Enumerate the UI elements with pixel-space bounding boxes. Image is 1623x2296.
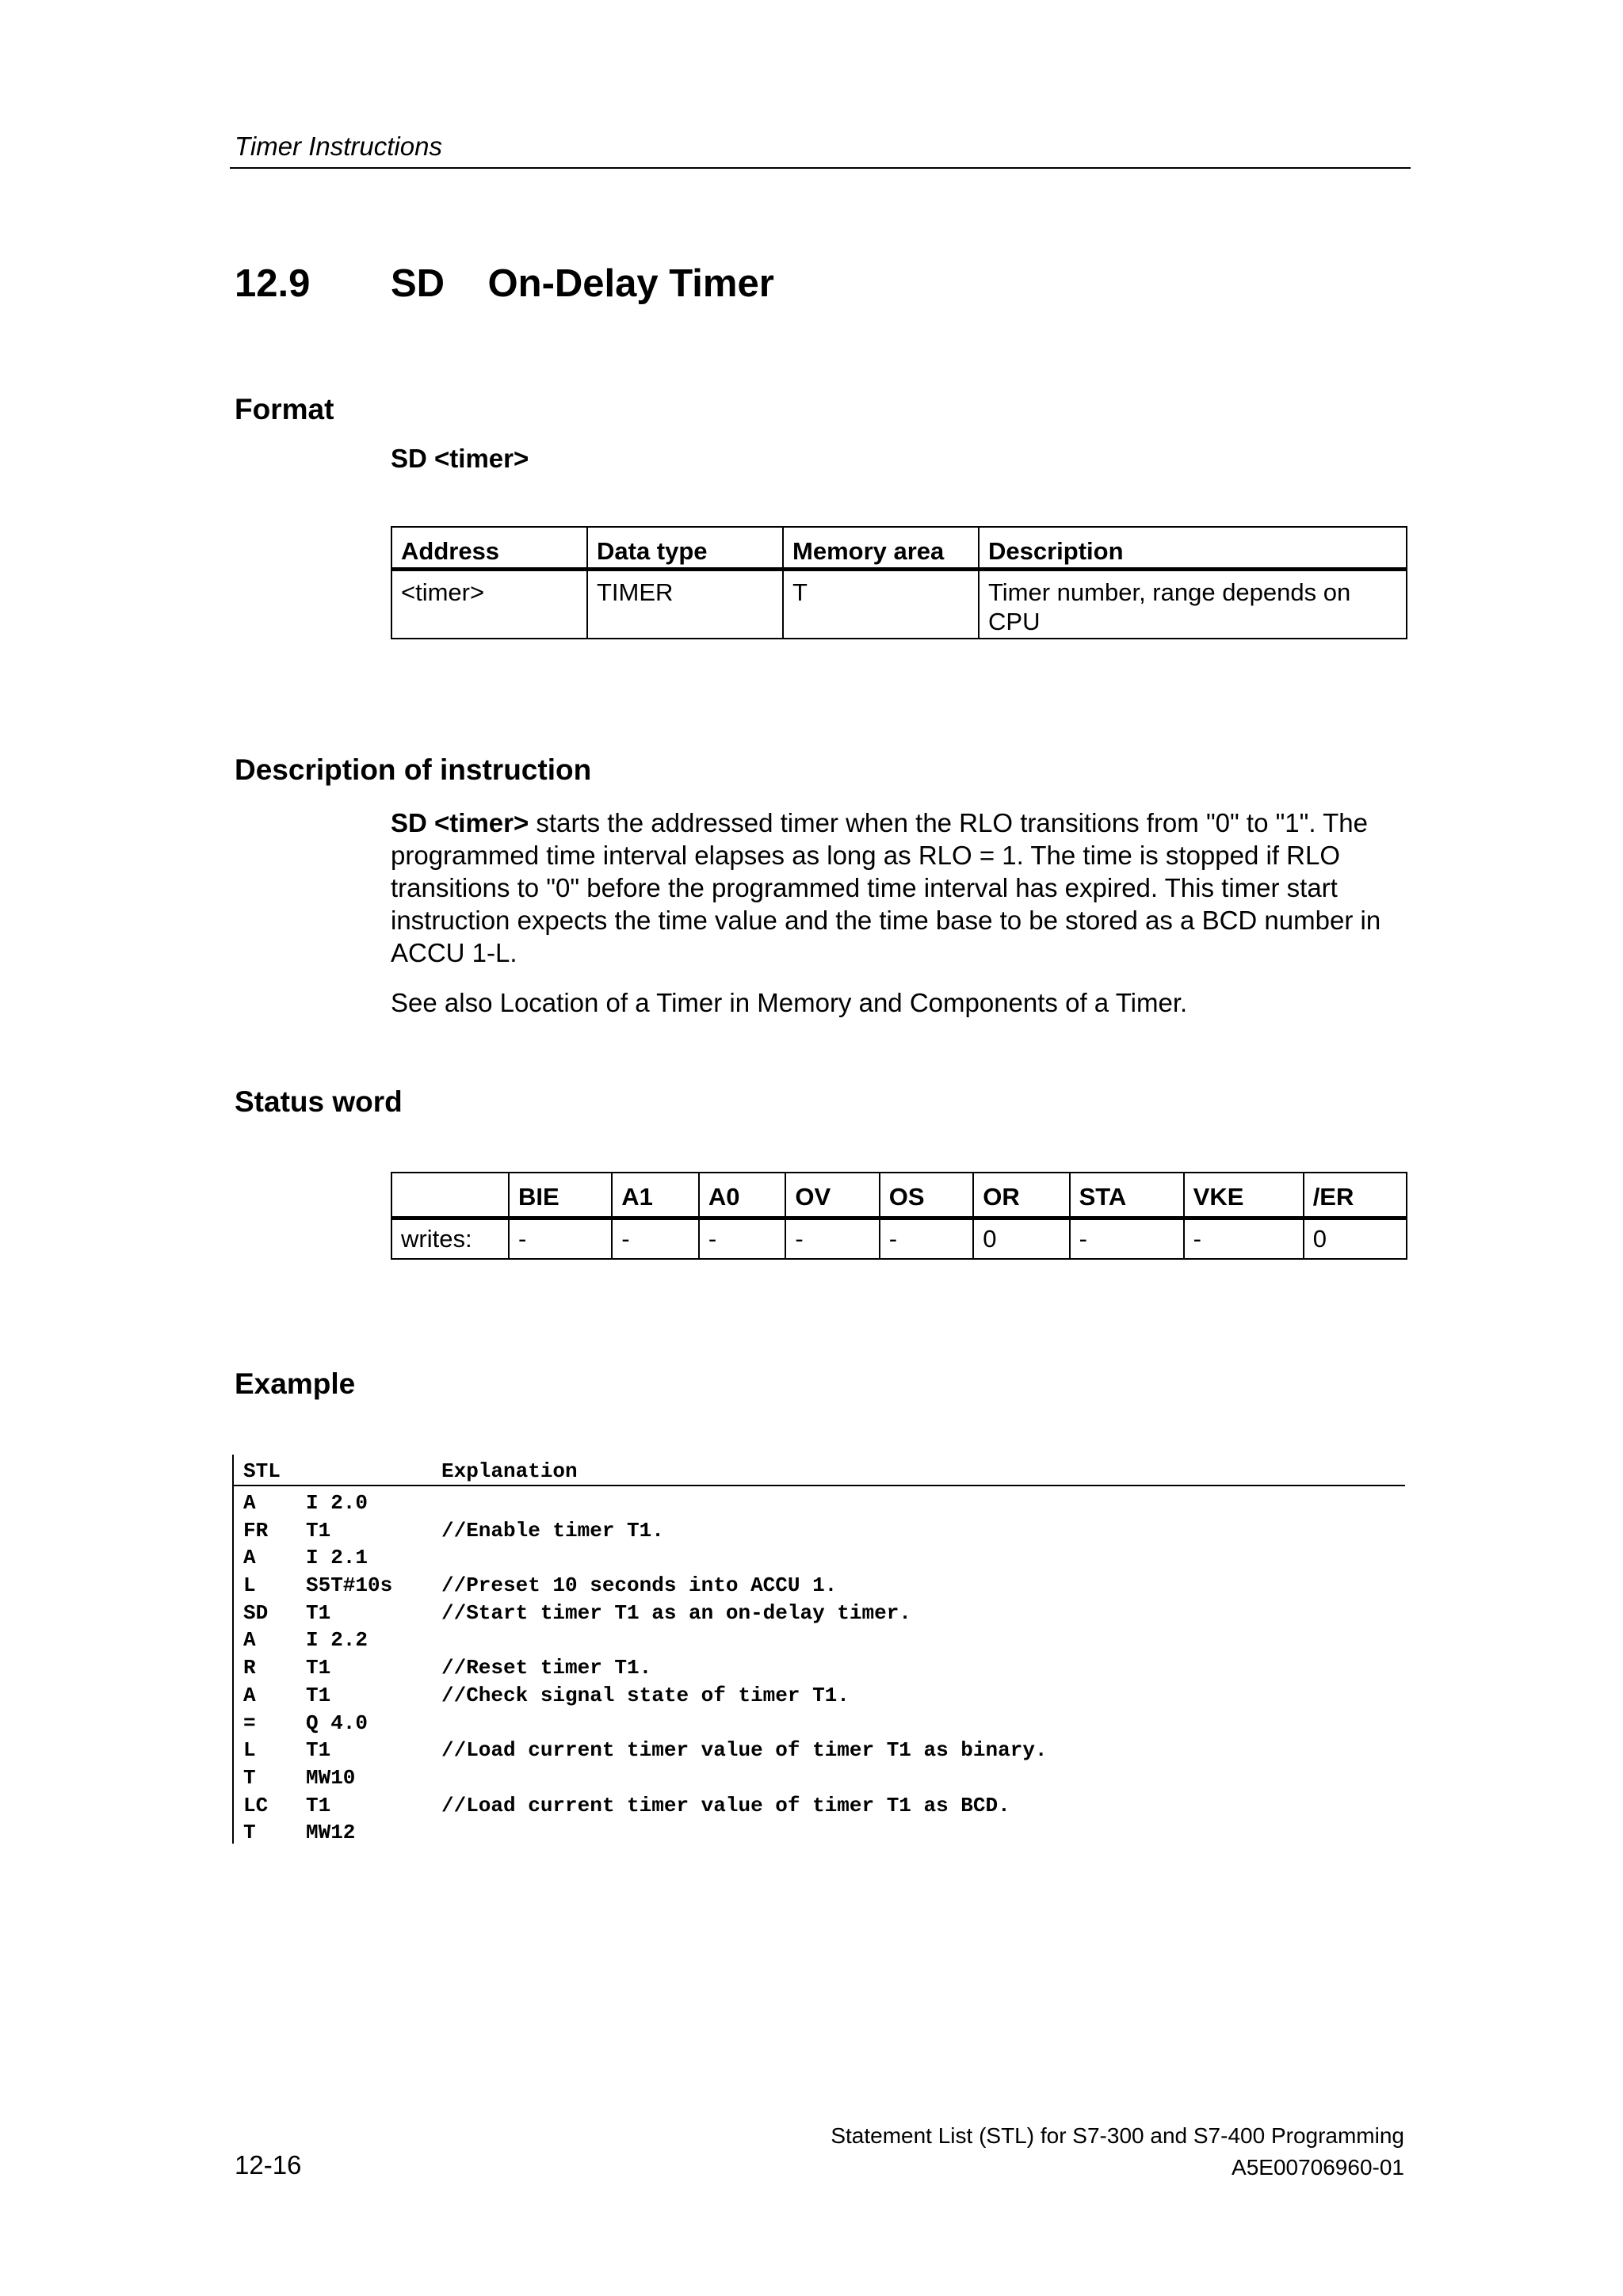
code-rows: [234, 1486, 1405, 1844]
sw-col-os: OS: [880, 1173, 973, 1219]
code-operand: MW12: [306, 1821, 356, 1845]
code-operand: I 2.0: [306, 1491, 369, 1515]
cell-memory-area: T: [783, 570, 979, 639]
code-operand: T1: [306, 1738, 331, 1763]
code-comment: //Enable timer T1.: [441, 1518, 664, 1543]
code-operand: I 2.1: [306, 1546, 369, 1570]
code-line: [234, 1569, 1405, 1596]
description-lead: SD <timer>: [391, 808, 529, 837]
section-title: SD On-Delay Timer: [391, 262, 774, 305]
footer-manual-title: Statement List (STL) for S7-300 and S7-400 Programming: [831, 2123, 1404, 2148]
code-operand: T1: [306, 1793, 331, 1817]
col-description: Description: [979, 527, 1407, 570]
footer-manual-info: [831, 2120, 1404, 2183]
table-row: [391, 570, 1407, 639]
code-op: =: [243, 1711, 256, 1735]
example-code-listing: [232, 1455, 1405, 1844]
code-op: A: [243, 1546, 256, 1570]
sw-cell-sta: -: [1070, 1219, 1184, 1260]
description-paragraph: [391, 807, 1413, 969]
page-number: 12-16: [235, 2150, 302, 2180]
code-line: [234, 1761, 1405, 1789]
code-comment: //Start timer T1 as an on-delay timer.: [441, 1600, 911, 1625]
code-op: R: [243, 1656, 256, 1680]
sw-cell-writes: writes:: [391, 1219, 509, 1260]
code-operand: I 2.2: [306, 1628, 369, 1653]
sw-col-ov: OV: [785, 1173, 879, 1219]
code-line: [234, 1733, 1405, 1761]
code-line: [234, 1541, 1405, 1569]
code-line: [234, 1514, 1405, 1542]
description-body: [391, 807, 1413, 1019]
running-header: Timer Instructions: [235, 132, 442, 161]
code-op: A: [243, 1683, 256, 1707]
sw-col-a1: A1: [612, 1173, 699, 1219]
code-line: [234, 1816, 1405, 1844]
code-comment: //Check signal state of timer T1.: [441, 1683, 850, 1707]
code-header: [234, 1455, 1405, 1486]
sw-col-vke: VKE: [1184, 1173, 1304, 1219]
format-syntax: SD <timer>: [391, 444, 529, 473]
sw-cell-a1: -: [612, 1219, 699, 1260]
code-operand: S5T#10s: [306, 1573, 393, 1598]
sw-col-or: OR: [973, 1173, 1069, 1219]
description-heading: Description of instruction: [235, 753, 592, 786]
code-op: A: [243, 1491, 256, 1515]
see-also-paragraph: See also Location of a Timer in Memory and Components of a Timer.: [391, 988, 1188, 1017]
code-line: [234, 1789, 1405, 1817]
code-line: [234, 1623, 1405, 1651]
sw-col-bie: BIE: [509, 1173, 612, 1219]
sw-col-label: [391, 1173, 509, 1219]
col-memory-area: Memory area: [783, 527, 979, 570]
sw-col-sta: STA: [1070, 1173, 1184, 1219]
sw-cell-ov: -: [785, 1219, 879, 1260]
code-op: A: [243, 1628, 256, 1653]
status-word-table: [391, 1172, 1407, 1260]
code-op: L: [243, 1738, 256, 1763]
sw-cell-bie: -: [509, 1219, 612, 1260]
format-heading: Format: [235, 393, 334, 425]
code-operand: T1: [306, 1683, 331, 1707]
code-op: T: [243, 1821, 256, 1845]
code-operand: T1: [306, 1656, 331, 1680]
footer-doc-id: A5E00706960-01: [1232, 2155, 1404, 2180]
example-heading: Example: [235, 1367, 356, 1400]
code-line: [234, 1486, 1405, 1514]
code-comment: //Load current timer value of timer T1 as binary.: [441, 1738, 1048, 1763]
code-op: LC: [243, 1793, 269, 1817]
code-operand: T1: [306, 1600, 331, 1625]
cell-description: Timer number, range depends on CPU: [979, 570, 1407, 639]
cell-data-type: TIMER: [587, 570, 783, 639]
sw-col-a0: A0: [699, 1173, 786, 1219]
code-comment: //Preset 10 seconds into ACCU 1.: [441, 1573, 838, 1598]
code-line: [234, 1707, 1405, 1734]
code-comment: //Load current timer value of timer T1 as BCD.: [441, 1793, 1010, 1817]
code-header-stl: STL: [243, 1459, 281, 1483]
code-header-explanation: Explanation: [441, 1459, 578, 1483]
code-line: [234, 1596, 1405, 1624]
sw-cell-a0: -: [699, 1219, 786, 1260]
code-comment: //Reset timer T1.: [441, 1656, 652, 1680]
code-line: [234, 1679, 1405, 1707]
table-row: [391, 1219, 1407, 1260]
sw-cell-er: 0: [1304, 1219, 1407, 1260]
col-address: Address: [391, 527, 587, 570]
code-operand: MW10: [306, 1765, 356, 1790]
description-text: starts the addressed timer when the RLO transitions from "0" to "1". The programmed time interval elapses as long as RLO = 1. The time is stopped if RLO transitions to "0" before the programmed time interval has expired. This timer start instruction expects the time value and the time base to be stored as a BCD number in ACCU 1-L.: [391, 808, 1381, 967]
operand-table: [391, 526, 1407, 639]
status-word-heading: Status word: [235, 1085, 403, 1118]
operand-table-header: [391, 527, 1407, 570]
section-number: 12.9: [235, 262, 311, 305]
sw-col-er: /ER: [1304, 1173, 1407, 1219]
cell-address: <timer>: [391, 570, 587, 639]
sw-cell-vke: -: [1184, 1219, 1304, 1260]
sw-cell-or: 0: [973, 1219, 1069, 1260]
status-word-header: [391, 1173, 1407, 1219]
code-op: FR: [243, 1518, 269, 1543]
header-rule: [230, 167, 1411, 169]
code-line: [234, 1651, 1405, 1679]
code-operand: T1: [306, 1518, 331, 1543]
code-operand: Q 4.0: [306, 1711, 369, 1735]
code-op: L: [243, 1573, 256, 1598]
code-op: T: [243, 1765, 256, 1790]
code-op: SD: [243, 1600, 269, 1625]
col-data-type: Data type: [587, 527, 783, 570]
sw-cell-os: -: [880, 1219, 973, 1260]
